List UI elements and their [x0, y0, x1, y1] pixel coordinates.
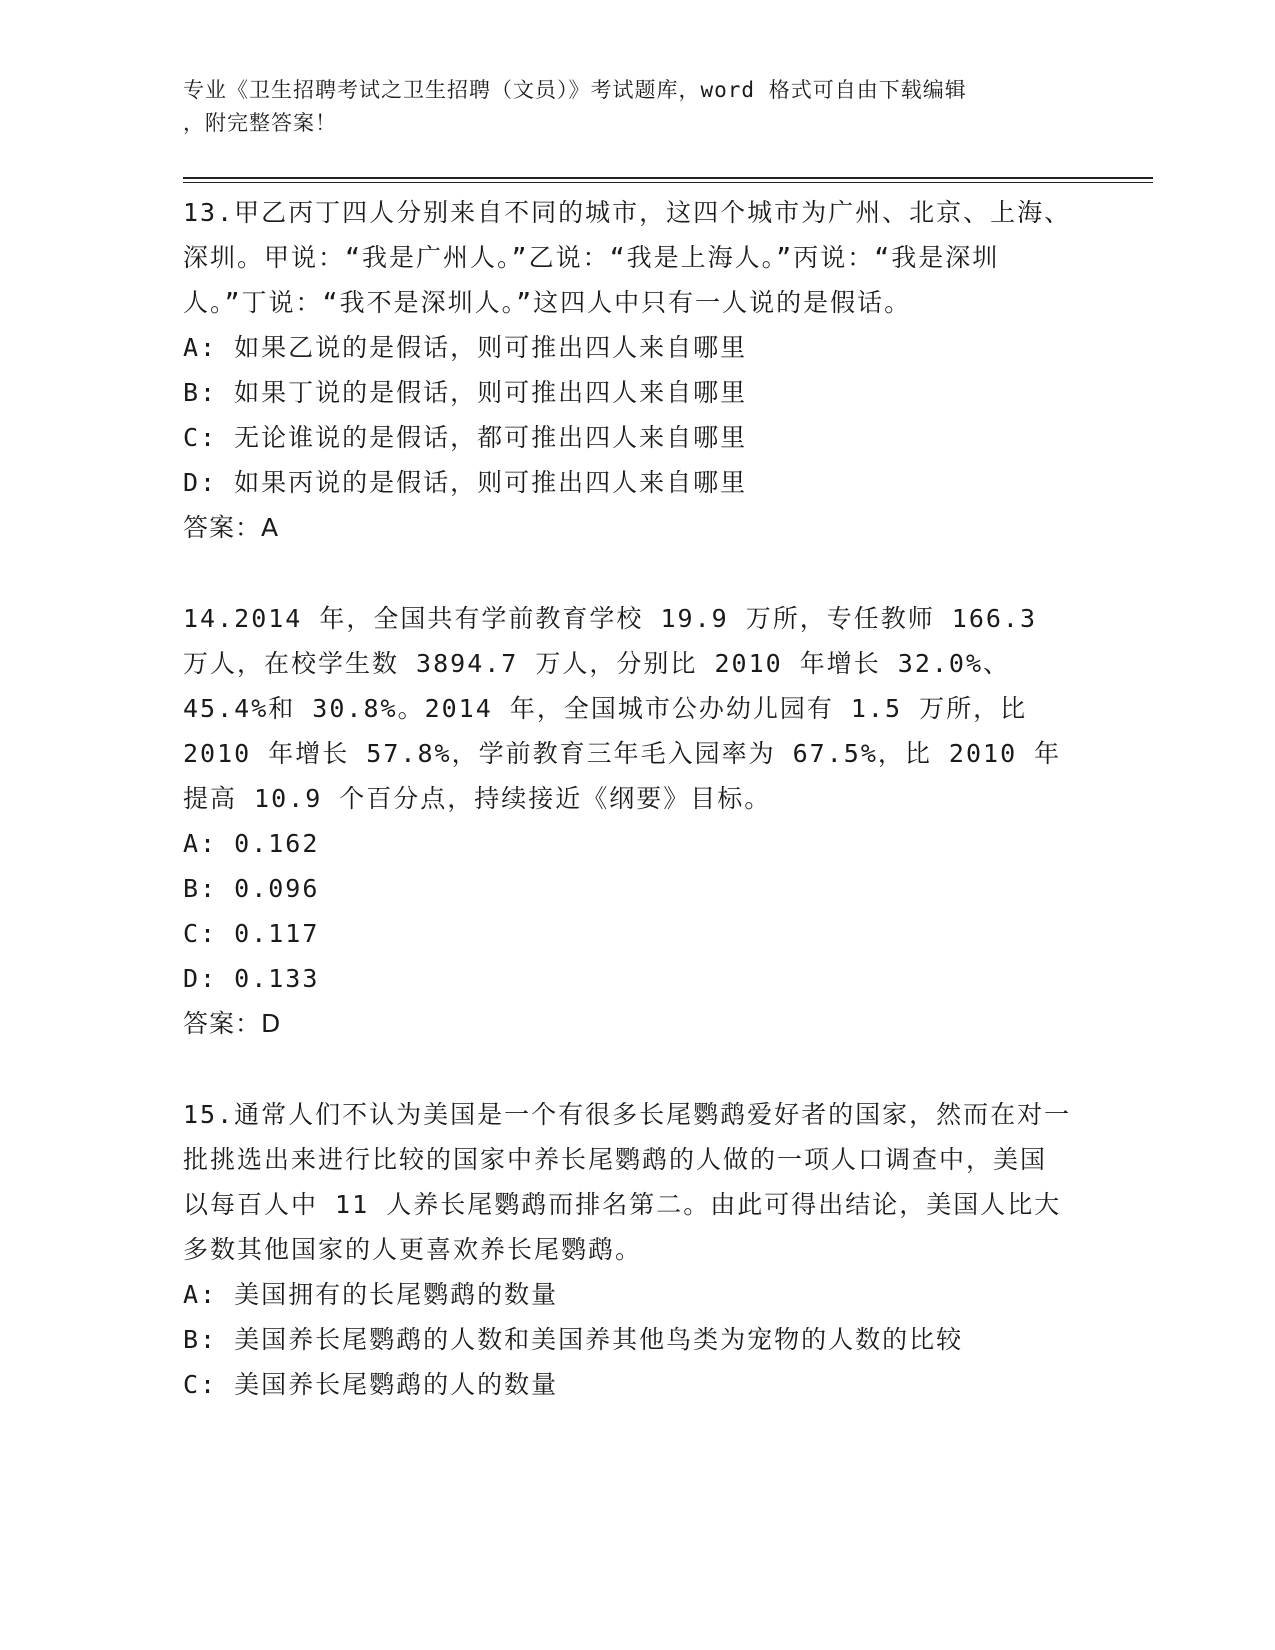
- question-13: [183, 190, 1073, 550]
- option-c: C: 0.117: [183, 919, 320, 948]
- option-b: B: 美国养长尾鹦鹉的人数和美国养其他鸟类为宠物的人数的比较: [183, 1325, 964, 1354]
- answer: 答案：A: [183, 513, 280, 542]
- header-divider-thick: [183, 177, 1153, 179]
- question-text: 14.2014 年，全国共有学前教育学校 19.9 万所，专任教师 166.3 万人，在校学生数 3894.7 万人，分别比 2010 年增长 32.0%、45.4%和 30.8%。2014 年，全国城市公办幼儿园有 1.5 万所，比 2010 年增长 57.8%，学前教育三年毛入园率为 67.5%，比 2010 年提高 10.9 个百分点，持续接近《纲要》目标。: [183, 604, 1062, 813]
- option-c: C: 无论谁说的是假话，都可推出四人来自哪里: [183, 423, 748, 452]
- header-line-1: 专业《卫生招聘考试之卫生招聘（文员）》考试题库，word 格式可自由下载编辑: [183, 78, 967, 102]
- option-a: A: 0.162: [183, 829, 320, 858]
- question-list: [183, 190, 1073, 1407]
- option-d: D: 0.133: [183, 964, 320, 993]
- document-header: [183, 74, 1043, 140]
- option-c: C: 美国养长尾鹦鹉的人的数量: [183, 1370, 559, 1399]
- answer: 答案：D: [183, 1009, 282, 1038]
- header-line-2: ，附完整答案！: [183, 111, 337, 135]
- option-a: A: 如果乙说的是假话，则可推出四人来自哪里: [183, 333, 748, 362]
- header-divider-thin: [183, 182, 1153, 183]
- option-b: B: 如果丁说的是假话，则可推出四人来自哪里: [183, 378, 748, 407]
- question-15: [183, 1092, 1073, 1407]
- option-d: D: 如果丙说的是假话，则可推出四人来自哪里: [183, 468, 748, 497]
- question-text: 13.甲乙丙丁四人分别来自不同的城市，这四个城市为广州、北京、上海、深圳。甲说：“我是广州人。”乙说：“我是上海人。”丙说：“我是深圳人。”丁说：“我不是深圳人。”这四人中只有一人说的是假话。: [183, 198, 1072, 317]
- option-a: A: 美国拥有的长尾鹦鹉的数量: [183, 1280, 559, 1309]
- question-text: 15.通常人们不认为美国是一个有很多长尾鹦鹉爱好者的国家，然而在对一批挑选出来进行比较的国家中养长尾鹦鹉的人做的一项人口调查中，美国以每百人中 11 人养长尾鹦鹉而排名第二。由此可得出结论，美国人比大多数其他国家的人更喜欢养长尾鹦鹉。: [183, 1100, 1072, 1264]
- option-b: B: 0.096: [183, 874, 320, 903]
- question-14: [183, 596, 1073, 1046]
